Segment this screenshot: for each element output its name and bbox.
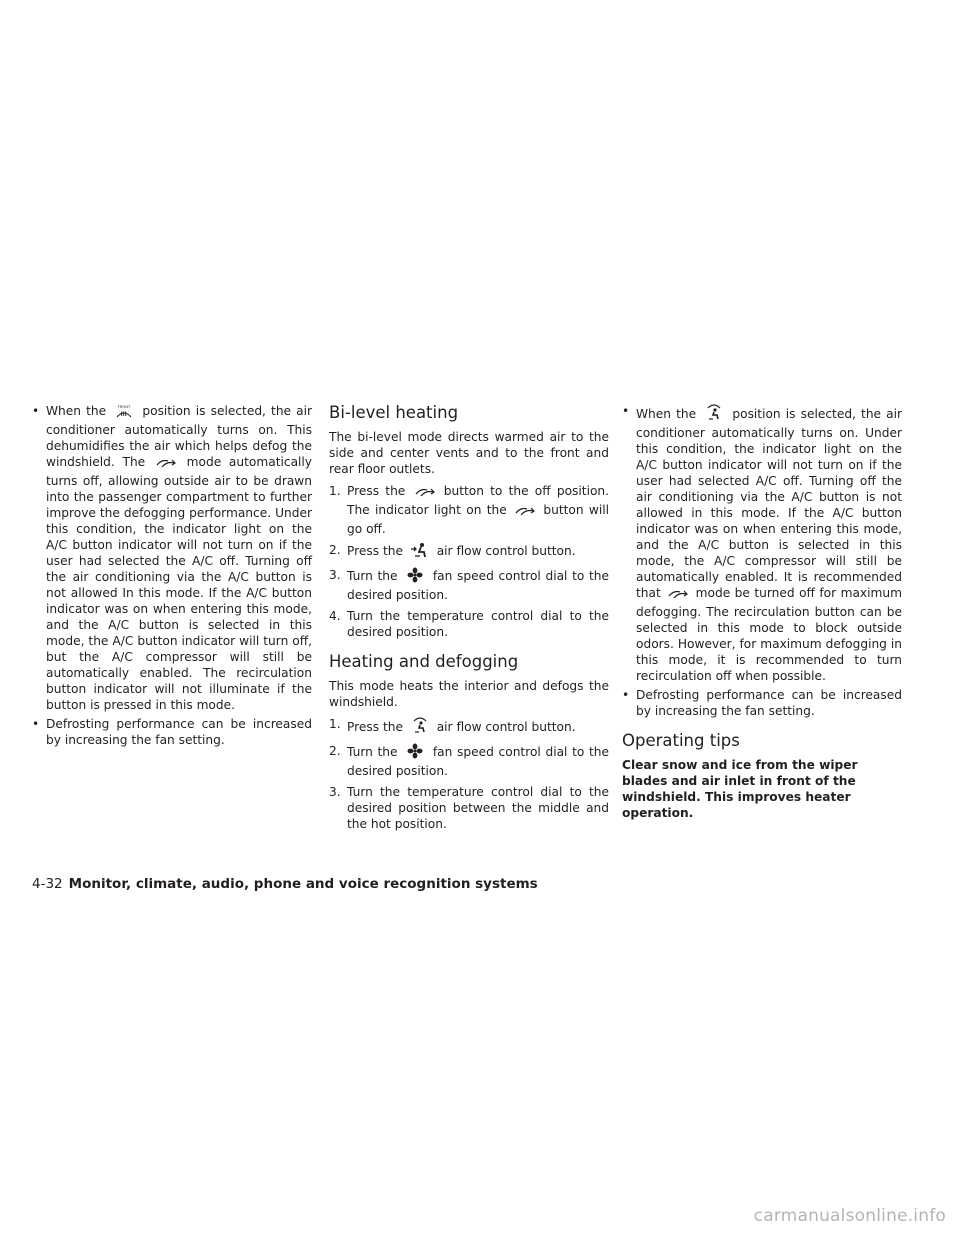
step-3: 3. Turn the fan speed control dial to the desired position. xyxy=(329,568,610,602)
bullet-defrost-performance: • Defrosting performance can be increased by increasing the fan setting. xyxy=(32,717,312,747)
bullet-floor-defrost: • When the position is selected, the air conditioner automatically turns on. Under this condition, the indicator light on the A/C button indicator will not turn on if the user had selected A/C off. Turning off the air conditioning via the A/C button is not allowed in this mode. If the A/C button indicator was on when entering this mode, and the A/C button is selected in this mode, the A/C compressor will still be automatically enabled. It is recommended that mode be turned off for maximum defogging. The recirculation button can be selected in this mode to block outside odors. However, for maximum defogging in this mode, it is recommended to turn recirculation off when possible. xyxy=(622,404,903,683)
floor-defrost-icon xyxy=(407,716,433,738)
bullet-mark: • xyxy=(622,404,630,418)
heading-heating-defogging: Heating and defogging xyxy=(329,652,519,671)
fan-icon xyxy=(402,743,428,763)
bullet-mark: • xyxy=(32,404,40,418)
paragraph-bilevel: The bi-level mode directs warmed air to the side and center vents and to the front and rear floor outlets. xyxy=(329,430,609,476)
auto-climate-icon xyxy=(665,588,691,604)
heading-operating-tips: Operating tips xyxy=(622,731,740,750)
column-left xyxy=(32,403,312,751)
step-1: 1. Press the air flow control button. xyxy=(329,716,609,738)
bullet-mark: • xyxy=(622,688,630,702)
svg-text:FRONT: FRONT xyxy=(118,405,131,409)
page-number: 4-32 xyxy=(32,876,63,892)
step-4: 4. Turn the temperature control dial to the desired position. xyxy=(329,609,609,639)
operating-tip-text: Clear snow and ice from the wiper blades and air inlet in front of the windshield. This improves heater operation. xyxy=(622,758,858,820)
step-2: 2. Turn the fan speed control dial to the desired position. xyxy=(329,744,610,778)
fan-icon xyxy=(402,567,428,587)
heading-bilevel-heating: Bi-level heating xyxy=(329,403,459,422)
floor-defrost-icon xyxy=(701,403,727,425)
page-footer xyxy=(32,876,538,892)
bullet-front-defrost: • When the FRONT position is selected, the air conditioner automatically turns on. This dehumidifies the air which helps defog the windshield. The mode automatically turns off, allowing outside air to be drawn into the passenger compartment to further improve the defogging performance. Under this condition, the indicator light on the A/C button indicator will not turn on if the user had selected the A/C off. Turning off the air conditioning via the A/C button is not allowed In this mode. If the A/C button indicator was on when entering this mode, and the A/C button is selected in this mode, the A/C button indicator will turn off, but the A/C compressor will still be automatically enabled. The recirculation button indicator will not illuminate if the button is pressed in this mode. xyxy=(32,404,313,712)
column-middle xyxy=(329,403,609,837)
auto-climate-icon xyxy=(153,457,179,473)
watermark: carmanualsonline.info xyxy=(753,1206,946,1226)
step-1: 1. Press the button to the off position. The indicator light on the button will go off. xyxy=(329,484,610,536)
bilevel-airflow-icon xyxy=(407,542,433,562)
auto-climate-icon xyxy=(512,505,538,521)
section-title: Monitor, climate, audio, phone and voice recognition systems xyxy=(68,876,538,892)
front-defrost-icon xyxy=(111,404,137,422)
column-right xyxy=(622,403,902,821)
paragraph-heating-defogging: This mode heats the interior and defogs the windshield. xyxy=(329,679,609,709)
step-3: 3. Turn the temperature control dial to the desired position between the middle and the hot position. xyxy=(329,785,609,831)
bullet-mark: • xyxy=(32,717,40,731)
step-2: 2. Press the air flow control button. xyxy=(329,542,609,562)
auto-climate-icon xyxy=(412,486,438,502)
bullet-defrost-performance: • Defrosting performance can be increased by increasing the fan setting. xyxy=(622,688,902,718)
